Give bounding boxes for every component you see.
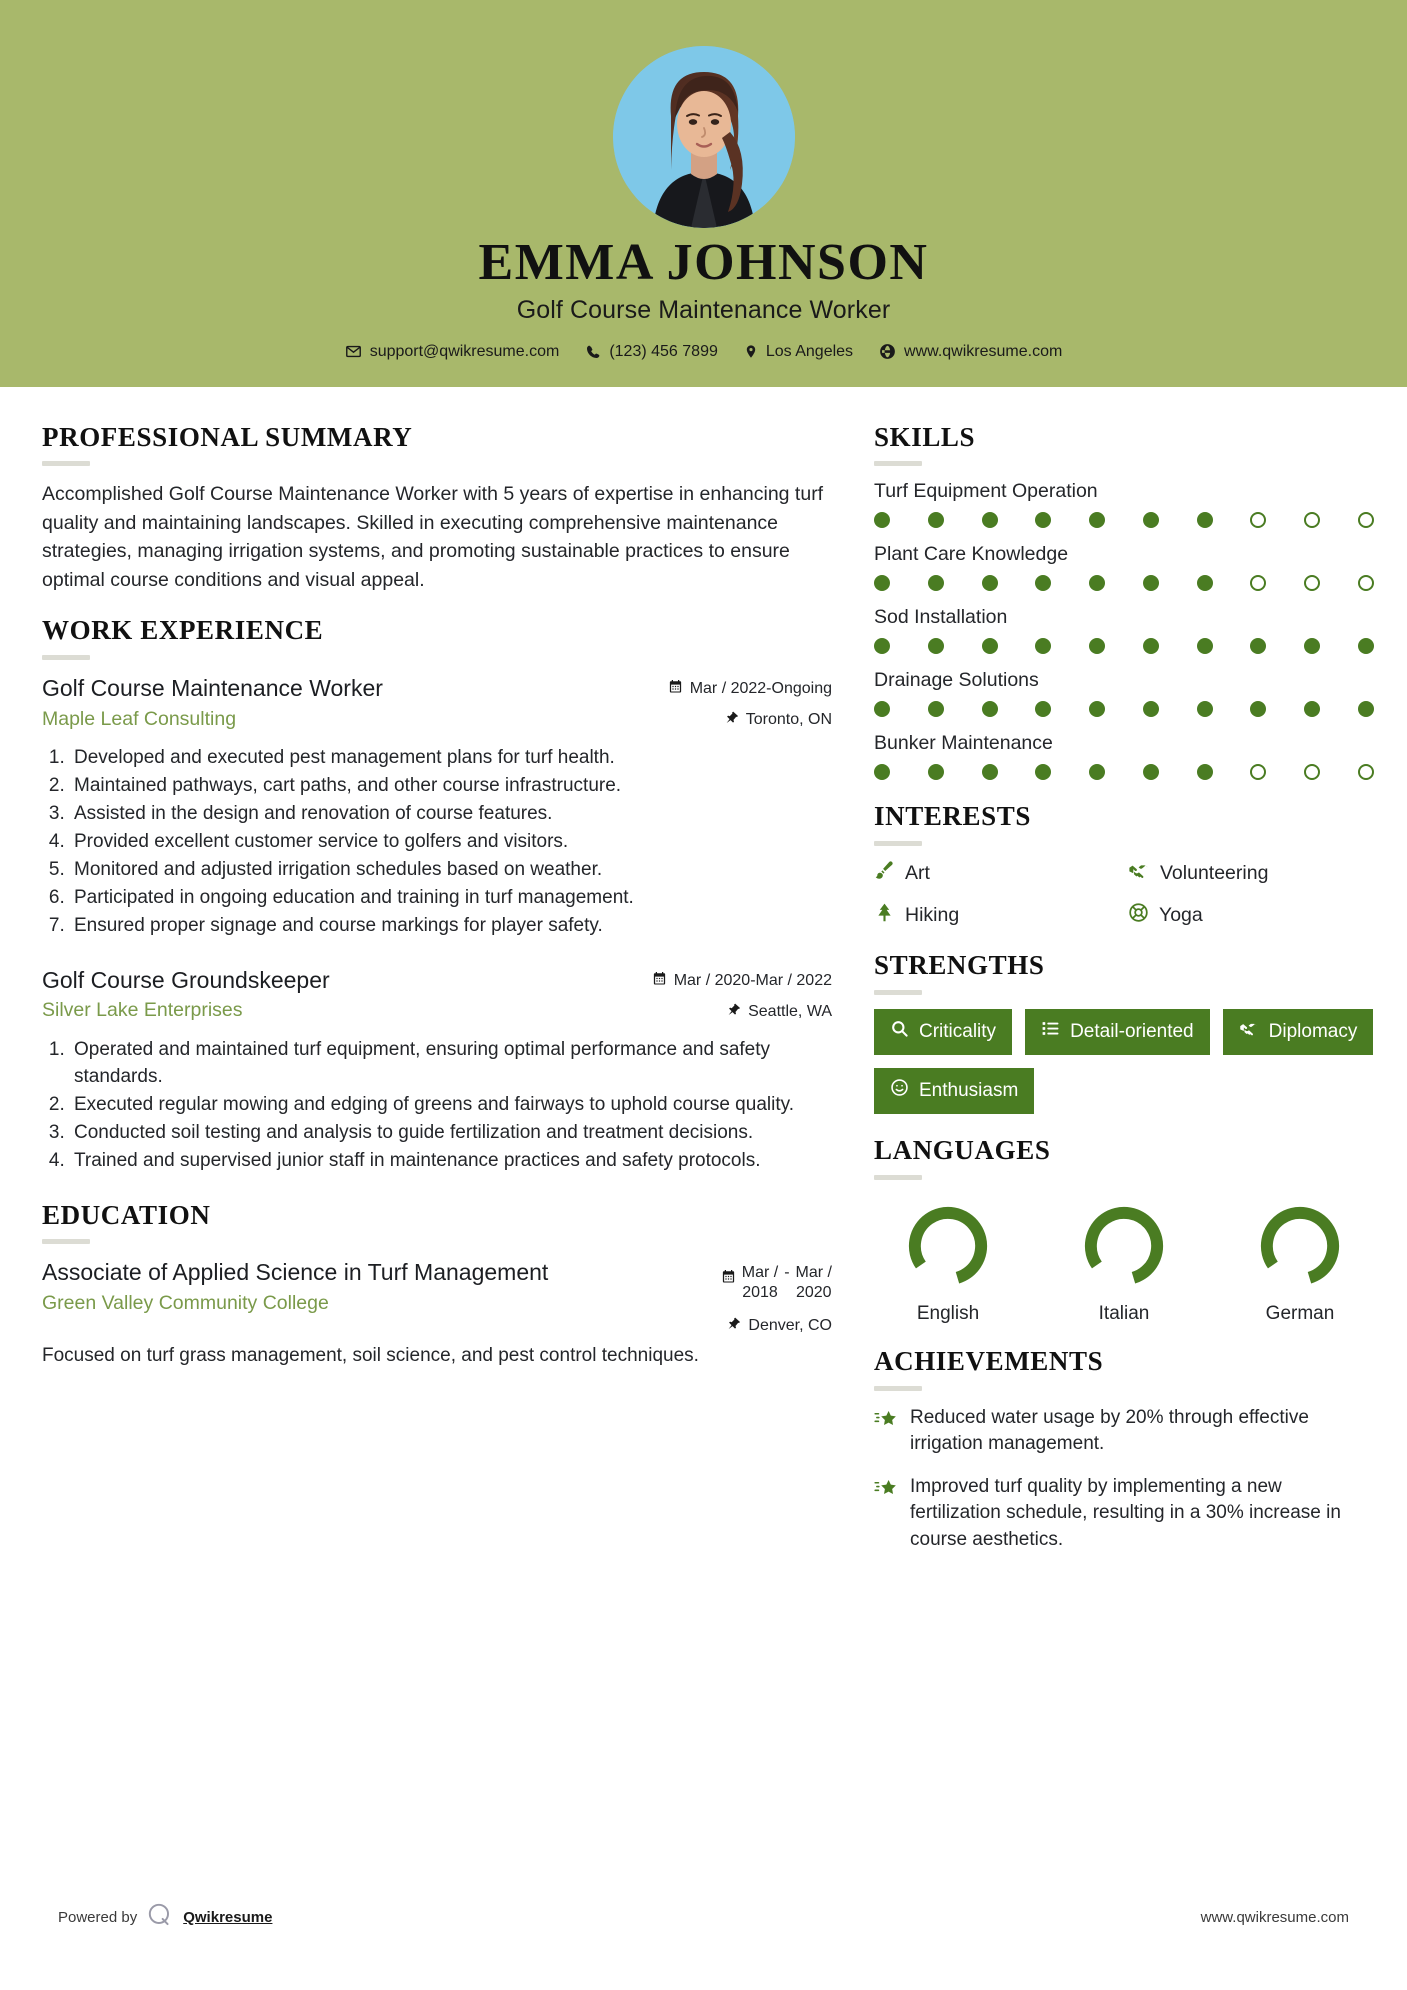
achievement-item	[874, 1405, 1374, 1458]
work-bullet: 5. Monitored and adjusted irrigation schedules based on weather.	[70, 857, 832, 884]
language-label: English	[916, 1302, 980, 1324]
section-work-experience	[42, 616, 832, 1175]
pin-icon	[728, 1316, 741, 1336]
education-degree: Associate of Applied Science in Turf Management	[42, 1259, 549, 1286]
smiley-icon	[890, 1078, 909, 1104]
left-column	[42, 423, 832, 1396]
contact-phone[interactable]	[577, 343, 726, 361]
section-heading-education: EDUCATION	[42, 1199, 211, 1230]
contact-website[interactable]	[871, 343, 1070, 361]
skill-dot-empty	[1358, 575, 1374, 591]
skill-rating	[874, 701, 1374, 717]
skill-dot-empty	[1304, 575, 1320, 591]
section-heading-skills: SKILLS	[874, 421, 976, 452]
interest-label: Art	[905, 862, 930, 885]
skill-dot-filled	[1250, 701, 1266, 717]
skill-dot-filled	[1197, 638, 1213, 654]
skill-dot-filled	[874, 764, 890, 780]
skill-item	[874, 543, 1374, 591]
education-end-year: 2020	[795, 1283, 832, 1301]
section-strengths	[874, 951, 1374, 1114]
skill-label: Bunker Maintenance	[874, 732, 1053, 755]
strength-chip[interactable]	[874, 1009, 1012, 1056]
star-icon	[874, 1405, 898, 1435]
skill-dot-filled	[928, 512, 944, 528]
contact-location-text: Los Angeles	[765, 342, 854, 360]
language-item	[874, 1200, 1022, 1325]
achievement-text: Reduced water usage by 20% through effective irrigation management.	[910, 1406, 1309, 1455]
skill-dot-filled	[1035, 764, 1051, 780]
work-location	[622, 710, 832, 730]
education-entry	[42, 1258, 832, 1369]
language-label: Italian	[1098, 1302, 1150, 1324]
work-role: Golf Course Maintenance Worker	[42, 674, 383, 701]
interest-label: Volunteering	[1160, 862, 1269, 885]
education-date	[622, 1263, 832, 1301]
skill-label: Turf Equipment Operation	[874, 480, 1098, 503]
skill-dot-filled	[1197, 764, 1213, 780]
section-heading-work: WORK EXPERIENCE	[42, 615, 324, 646]
work-bullet: 1. Developed and executed pest management plans for turf health.	[70, 745, 832, 772]
interest-label: Hiking	[905, 903, 960, 926]
skill-dot-filled	[982, 638, 998, 654]
contact-website-text: www.qwikresume.com	[904, 342, 1063, 360]
skill-dot-filled	[1035, 638, 1051, 654]
work-location-text: Seattle, WA	[748, 1002, 832, 1020]
contact-bar	[0, 343, 1407, 361]
work-date-text: Mar / 2020-Mar / 2022	[673, 971, 832, 989]
section-heading-languages: LANGUAGES	[874, 1135, 1051, 1166]
section-divider	[874, 841, 922, 846]
avatar	[613, 46, 795, 228]
education-start-month: Mar /	[741, 1264, 779, 1282]
handshake-icon	[1128, 860, 1150, 888]
skill-dot-empty	[1358, 764, 1374, 780]
education-school: Green Valley Community College	[42, 1292, 329, 1315]
achievement-text: Improved turf quality by implementing a new fertilization schedule, resulting in a 30% increase in course aesthetics.	[910, 1475, 1341, 1550]
work-company: Maple Leaf Consulting	[42, 707, 237, 730]
education-description: Focused on turf grass management, soil science, and pest control techniques.	[42, 1344, 699, 1366]
skill-dot-filled	[1250, 638, 1266, 654]
strength-label: Detail-oriented	[1070, 1020, 1194, 1042]
skill-dot-empty	[1358, 512, 1374, 528]
achievement-item	[874, 1474, 1374, 1554]
skill-dot-filled	[1197, 701, 1213, 717]
skill-dot-filled	[1089, 512, 1105, 528]
skill-item	[874, 480, 1374, 528]
strength-label: Criticality	[919, 1020, 997, 1042]
skill-item	[874, 732, 1374, 780]
interest-item	[874, 902, 1120, 929]
skill-dot-filled	[1143, 701, 1159, 717]
skill-label: Plant Care Knowledge	[874, 543, 1069, 566]
strength-chip[interactable]	[1223, 1009, 1374, 1056]
work-bullet: 2. Executed regular mowing and edging of greens and fairways to uphold course quality.	[70, 1092, 832, 1119]
section-divider	[42, 461, 90, 466]
work-bullet: 3. Assisted in the design and renovation of course features.	[70, 801, 832, 828]
section-heading-summary: PROFESSIONAL SUMMARY	[42, 421, 413, 452]
section-divider	[874, 1386, 922, 1391]
language-label: German	[1265, 1302, 1335, 1324]
language-progress-ring	[902, 1200, 994, 1292]
work-date	[622, 679, 832, 699]
skill-rating	[874, 575, 1374, 591]
skill-dot-empty	[1304, 512, 1320, 528]
skill-label: Drainage Solutions	[874, 669, 1039, 692]
skill-rating	[874, 638, 1374, 654]
envelope-icon	[345, 343, 362, 360]
work-entry	[42, 674, 832, 940]
skill-dot-filled	[874, 575, 890, 591]
language-progress-ring	[1078, 1200, 1170, 1292]
work-role: Golf Course Groundskeeper	[42, 966, 330, 993]
work-location	[622, 1002, 832, 1022]
language-item	[1226, 1200, 1374, 1325]
skill-dot-filled	[1089, 575, 1105, 591]
skill-dot-filled	[1089, 764, 1105, 780]
skill-dot-filled	[1304, 701, 1320, 717]
section-achievements	[874, 1347, 1374, 1554]
right-column	[874, 423, 1374, 1576]
skill-dot-filled	[1197, 512, 1213, 528]
calendar-icon	[668, 679, 683, 699]
skill-dot-filled	[928, 764, 944, 780]
calendar-icon	[721, 1263, 736, 1289]
contact-location[interactable]	[736, 343, 861, 361]
skill-dot-filled	[874, 701, 890, 717]
skill-rating	[874, 512, 1374, 528]
list-icon	[1041, 1019, 1060, 1045]
lifebuoy-icon	[1128, 902, 1149, 929]
work-bullet: 4. Provided excellent customer service to golfers and visitors.	[70, 829, 832, 856]
handshake-icon	[1239, 1019, 1259, 1046]
strengths-list	[874, 1009, 1374, 1115]
skill-dot-empty	[1304, 764, 1320, 780]
section-divider	[874, 461, 922, 466]
section-divider	[42, 1239, 90, 1244]
work-entry	[42, 966, 832, 1175]
work-bullet: 3. Conducted soil testing and analysis to guide fertilization and treatment decisions.	[70, 1120, 832, 1147]
skill-dot-filled	[982, 512, 998, 528]
interests-grid	[874, 860, 1374, 929]
education-end-month: Mar /	[795, 1264, 832, 1282]
section-skills	[874, 423, 1374, 781]
resume-header	[0, 0, 1407, 387]
strength-label: Diplomacy	[1268, 1020, 1358, 1042]
skill-dot-filled	[928, 701, 944, 717]
contact-email-text: support@qwikresume.com	[369, 342, 560, 360]
section-education	[42, 1201, 832, 1370]
education-location-text: Denver, CO	[748, 1316, 832, 1334]
skill-label: Sod Installation	[874, 606, 1008, 629]
footer	[0, 1902, 1407, 1932]
resume-body	[0, 387, 1407, 1576]
skill-dot-filled	[1035, 701, 1051, 717]
work-date	[622, 971, 832, 991]
education-date-end	[796, 1263, 832, 1301]
globe-icon	[879, 343, 896, 360]
map-pin-icon	[744, 343, 758, 360]
section-heading-strengths: STRENGTHS	[874, 949, 1045, 980]
qwikresume-logo-icon	[147, 1902, 173, 1932]
interest-label: Yoga	[1159, 903, 1203, 926]
skill-dot-filled	[982, 764, 998, 780]
strength-label: Enthusiasm	[919, 1079, 1019, 1101]
education-location	[622, 1316, 832, 1336]
work-bullet: 6. Participated in ongoing education and training in turf management.	[70, 885, 832, 912]
pin-icon	[728, 1002, 741, 1022]
education-start-year: 2018	[742, 1283, 778, 1301]
skill-dot-empty	[1250, 512, 1266, 528]
work-bullet: 7. Ensured proper signage and course markings for player safety.	[70, 913, 832, 940]
section-professional-summary	[42, 423, 832, 595]
skill-dot-filled	[1143, 575, 1159, 591]
pin-icon	[726, 710, 739, 730]
contact-phone-text: (123) 456 7899	[609, 342, 718, 360]
skill-dot-filled	[874, 638, 890, 654]
footer-brand-link[interactable]: Qwikresume	[183, 1908, 273, 1926]
work-bullet: 2. Maintained pathways, cart paths, and other course infrastructure.	[70, 773, 832, 800]
skill-dot-filled	[1143, 764, 1159, 780]
language-item	[1050, 1200, 1198, 1325]
interest-item	[1128, 860, 1374, 888]
work-company: Silver Lake Enterprises	[42, 999, 243, 1022]
section-divider	[874, 1175, 922, 1180]
avatar-photo	[613, 46, 795, 228]
work-location-text: Toronto, ON	[745, 710, 832, 728]
section-interests	[874, 802, 1374, 929]
interest-item	[874, 860, 1120, 888]
education-date-start	[742, 1263, 778, 1301]
work-date-text: Mar / 2022-Ongoing	[689, 679, 832, 697]
skill-dot-filled	[928, 575, 944, 591]
skill-dot-filled	[928, 638, 944, 654]
work-bullet: 1. Operated and maintained turf equipment, ensuring optimal performance and safety standards.	[70, 1037, 832, 1091]
section-languages	[874, 1136, 1374, 1325]
languages-list	[874, 1194, 1374, 1325]
section-heading-achievements: ACHIEVEMENTS	[874, 1345, 1104, 1376]
language-progress-ring	[1254, 1200, 1346, 1292]
skill-dot-filled	[1358, 638, 1374, 654]
phone-icon	[585, 344, 601, 360]
skill-dot-filled	[1197, 575, 1213, 591]
contact-email[interactable]	[337, 343, 568, 361]
skill-dot-filled	[1304, 638, 1320, 654]
skill-dot-filled	[982, 575, 998, 591]
skill-dot-filled	[1358, 701, 1374, 717]
summary-text: Accomplished Golf Course Maintenance Worker with 5 years of expertise in enhancing turf quality and maintaining landscapes. Skilled in executing comprehensive maintenance strategies, managing irrigation systems, and promoting sustainable practices to ensure optimal course conditions and visual appeal.	[42, 483, 824, 591]
footer-powered-label: Powered by	[58, 1908, 138, 1926]
skill-item	[874, 669, 1374, 717]
section-divider	[42, 655, 90, 660]
footer-powered-by	[58, 1902, 272, 1932]
work-bullets	[42, 745, 832, 940]
skill-dot-filled	[1089, 701, 1105, 717]
tree-icon	[874, 902, 895, 929]
job-title: Golf Course Maintenance Worker	[516, 295, 891, 324]
calendar-icon	[652, 971, 667, 991]
skill-dot-filled	[982, 701, 998, 717]
work-bullets	[42, 1037, 832, 1175]
skill-dot-empty	[1250, 764, 1266, 780]
skill-rating	[874, 764, 1374, 780]
skill-dot-filled	[1143, 638, 1159, 654]
skill-dot-empty	[1250, 575, 1266, 591]
section-heading-interests: INTERESTS	[874, 801, 1031, 832]
footer-website[interactable]: www.qwikresume.com	[1200, 1908, 1349, 1926]
skill-dot-filled	[874, 512, 890, 528]
skill-dot-filled	[1035, 512, 1051, 528]
interest-item	[1128, 902, 1374, 929]
strength-chip[interactable]	[874, 1068, 1034, 1114]
skill-dot-filled	[1089, 638, 1105, 654]
work-bullet: 4. Trained and supervised junior staff in maintenance practices and safety protocols.	[70, 1148, 832, 1175]
page-title: EMMA JOHNSON	[478, 234, 929, 291]
section-divider	[874, 990, 922, 995]
star-icon	[874, 1474, 898, 1504]
magnifier-icon	[890, 1019, 909, 1045]
paintbrush-icon	[874, 860, 895, 887]
skill-dot-filled	[1143, 512, 1159, 528]
skill-dot-filled	[1035, 575, 1051, 591]
education-date-separator: -	[784, 1264, 790, 1282]
strength-chip[interactable]	[1025, 1009, 1210, 1056]
skill-item	[874, 606, 1374, 654]
